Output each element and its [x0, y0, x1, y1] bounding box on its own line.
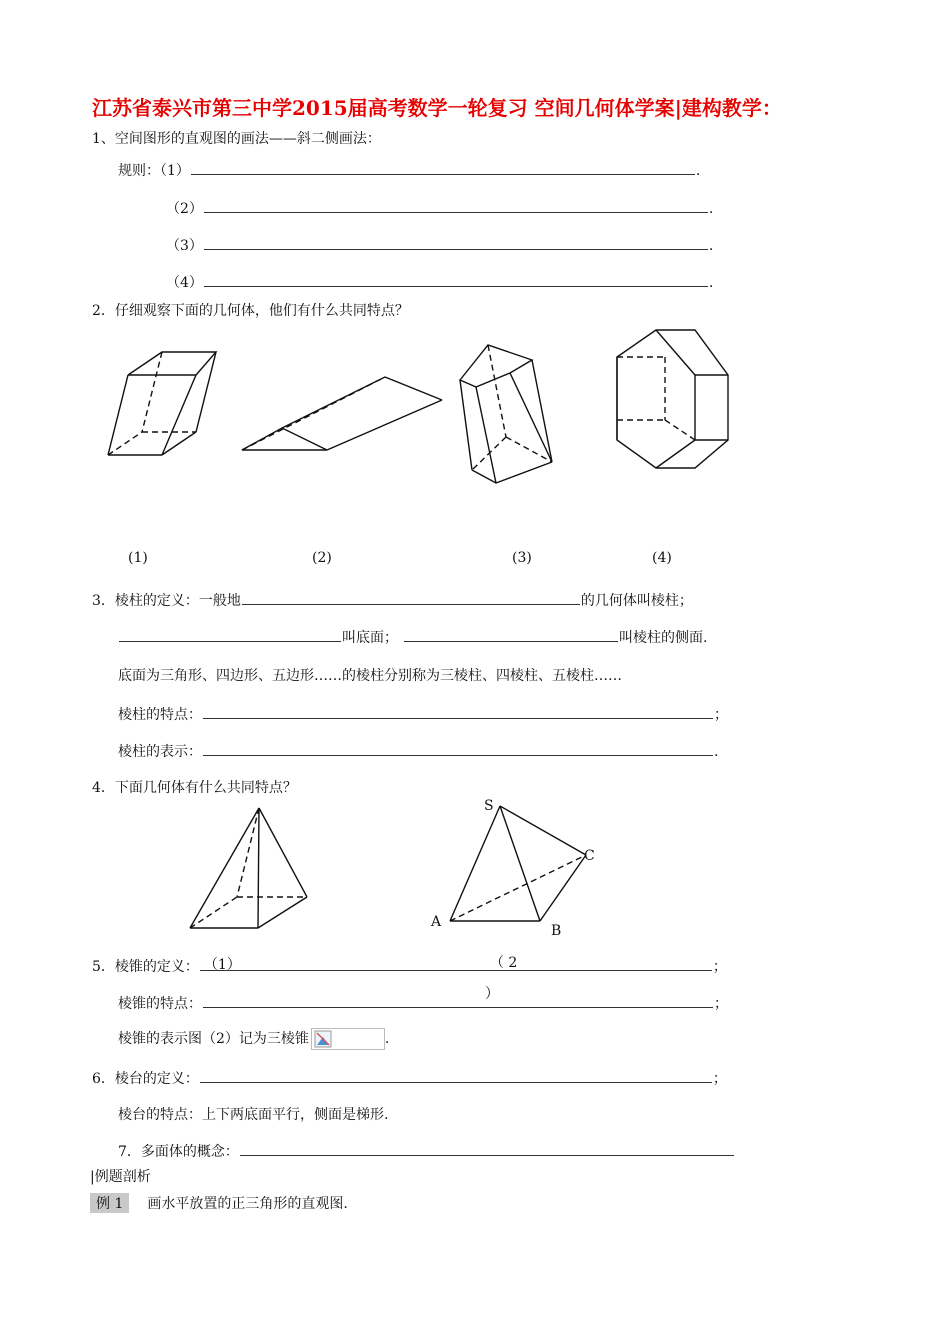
figure-triangular-prism [242, 377, 442, 450]
q3-line-5: 棱柱的表示： . [118, 741, 718, 761]
page-title: 江苏省泰兴市第三中学2015届高考数学一轮复习 空间几何体学案|建构教学： [92, 96, 782, 120]
caption-2: (2) [312, 550, 332, 566]
q4-heading: 4．下面几何体有什么共同特点？ [92, 780, 297, 796]
example-1: 例 1 画水平放置的正三角形的直观图. [90, 1193, 348, 1213]
q5-line-1: 5．棱锥的定义： （1） （ 2 ； [92, 956, 727, 976]
answer-blank[interactable] [203, 704, 713, 719]
q5-line-2: 棱锥的特点： ） ； [118, 986, 728, 1012]
q7-line-1: 7．多面体的概念： [118, 1141, 735, 1161]
broken-image-placeholder [311, 1028, 385, 1050]
answer-blank[interactable] [240, 1141, 734, 1156]
answer-blank[interactable] [203, 741, 713, 756]
answer-blank[interactable] [200, 1068, 712, 1083]
image-icon [313, 1029, 333, 1049]
answer-blank[interactable]: ） [203, 993, 713, 1008]
vertex-a-label: A [431, 914, 442, 930]
q3-line-2: 叫底面； 叫棱柱的侧面. [118, 627, 707, 647]
example-tag: 例 1 [90, 1193, 129, 1213]
q1-rule-4: （4） . [166, 272, 713, 292]
vertex-c-label: C [584, 848, 595, 864]
q1-rule-prefix: 规则：（1） [118, 163, 190, 179]
q3-line-1: 3．棱柱的定义：一般地 的几何体叫棱柱； [92, 590, 693, 610]
caption-3: (3) [512, 550, 532, 566]
answer-blank[interactable] [242, 590, 580, 605]
pyramid-caption-1: （1） [203, 957, 241, 973]
q2-heading: 2．仔细观察下面的几何体，他们有什么共同特点？ [92, 303, 409, 319]
q5-line-3: 棱锥的表示图（2）记为三棱锥 . [118, 1028, 389, 1050]
q6-line-1: 6．棱台的定义： ； [92, 1068, 727, 1088]
q3-line-3: 底面为三角形、四边形、五边形……的棱柱分别称为三棱柱、四棱柱、五棱柱…… [118, 668, 622, 684]
answer-blank[interactable] [200, 956, 712, 971]
figure-parallelepiped [108, 352, 216, 455]
answer-blank[interactable] [119, 627, 341, 642]
example-section-heading: |例题剖析 [90, 1169, 151, 1185]
figure-triangular-pyramid [450, 806, 586, 921]
q1-heading: 1、空间图形的直观图的画法——斜二侧画法： [92, 131, 381, 147]
figure-octagonal-prism [617, 330, 728, 468]
q1-rule-2: （2） . [166, 198, 713, 218]
q3-line-4: 棱柱的特点： ； [118, 704, 728, 724]
q1-rule-3: （3） . [166, 235, 713, 255]
caption-4: (4) [652, 550, 672, 566]
q6-line-2: 棱台的特点：上下两底面平行，侧面是梯形. [118, 1107, 389, 1123]
caption-1: (1) [128, 550, 148, 566]
answer-blank[interactable] [404, 627, 618, 642]
vertex-b-label: B [551, 923, 562, 939]
figure-pentagonal-prism [460, 345, 552, 483]
vertex-s-label: S [484, 798, 494, 814]
figure-square-pyramid [190, 808, 307, 928]
q1-rule-1: 规则：（1） . [118, 160, 700, 180]
pyramid-caption-2: （ 2 [489, 955, 518, 971]
